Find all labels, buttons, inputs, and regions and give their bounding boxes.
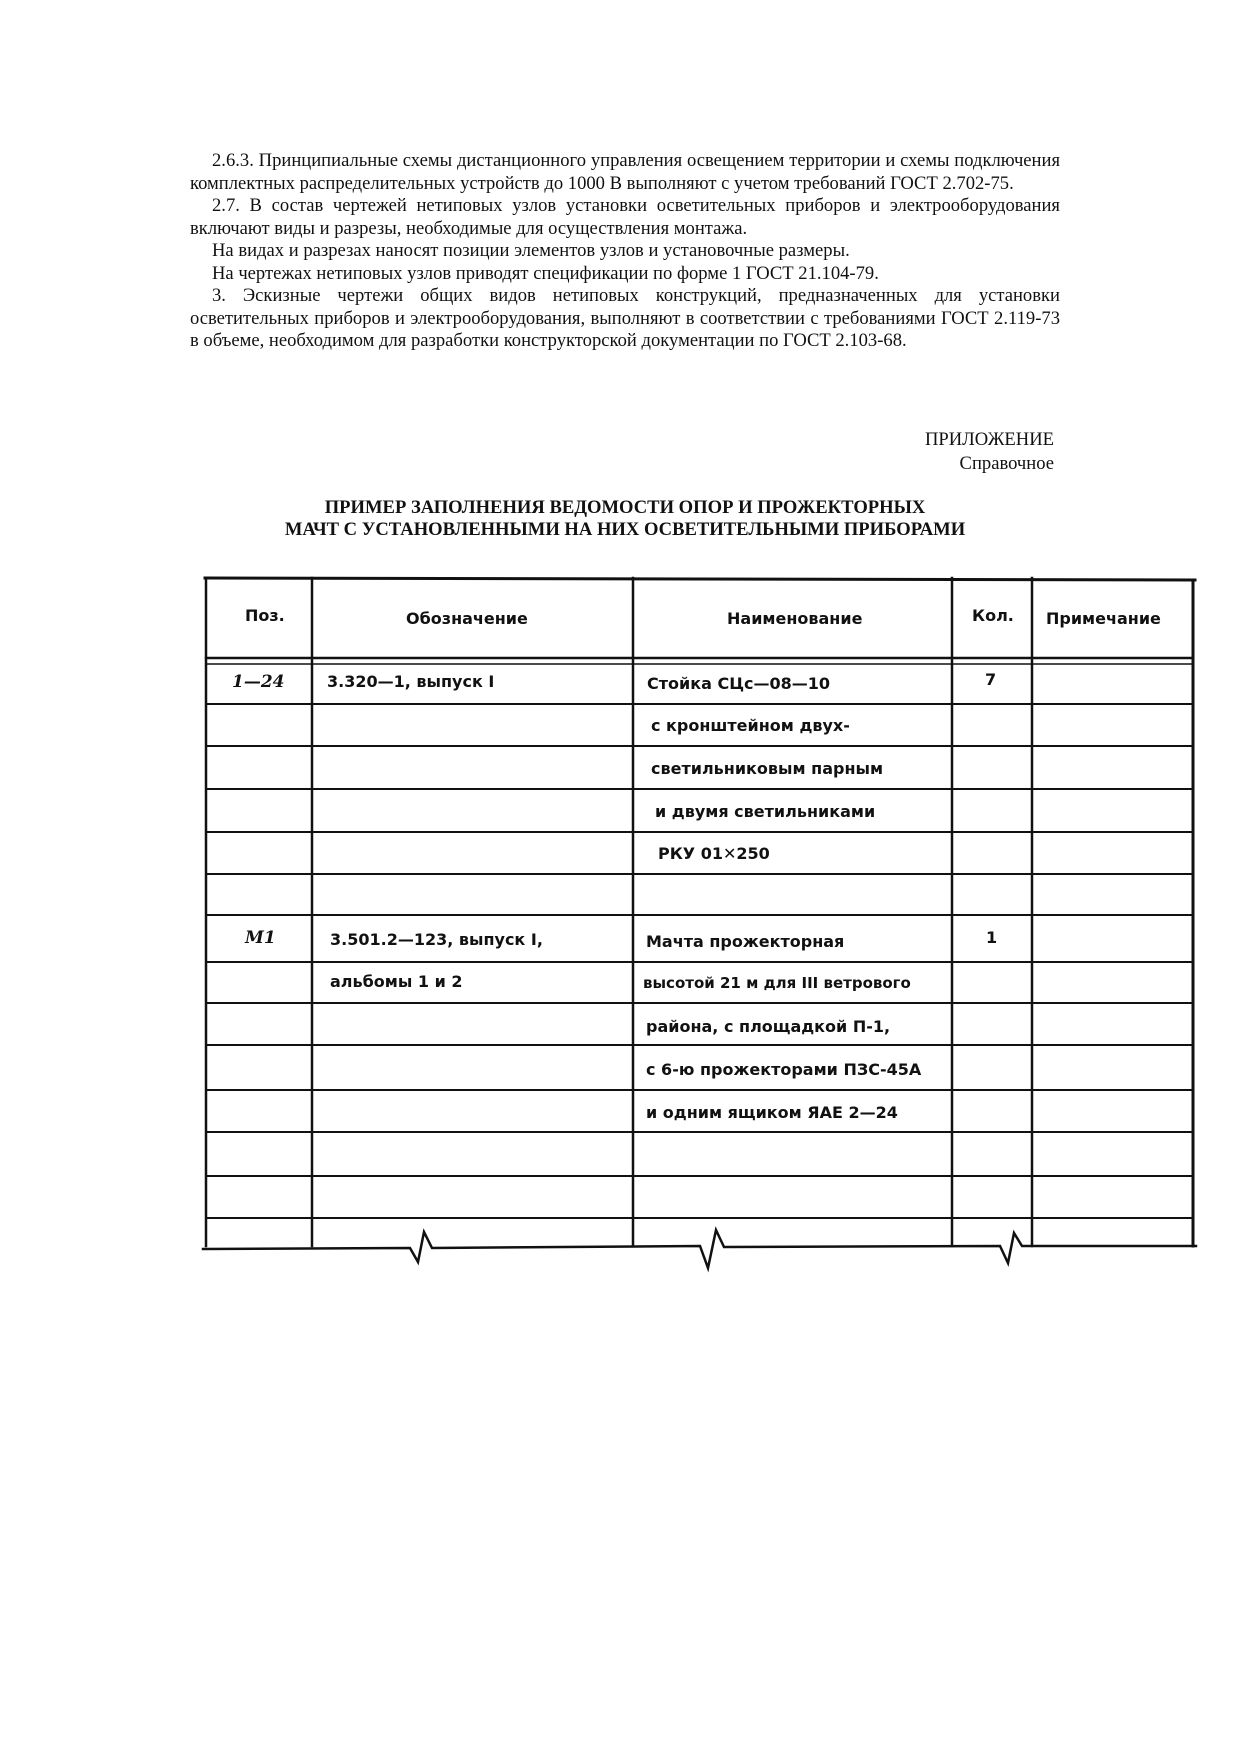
row-1-name: Стойка СЦс—08—10 [647, 674, 831, 693]
paragraph-views: На видах и разрезах наносят позиции элементов узлов и установочные размеры. [212, 240, 850, 261]
row-7-designation: 3.501.2—123, выпуск I, [330, 930, 543, 949]
row-1-designation: 3.320—1, выпуск I [327, 672, 495, 691]
header-pos: Поз. [245, 606, 285, 625]
paragraph-specs: На чертежах нетиповых узлов приводят спецификации по форме 1 ГОСТ 21.104-79. [212, 262, 879, 284]
title-line-1: ПРИМЕР ЗАПОЛНЕНИЯ ВЕДОМОСТИ ОПОР И ПРОЖЕКТОРНЫХ [324, 497, 926, 518]
header-designation: Обозначение [406, 609, 528, 628]
row-4-name: и двумя светильниками [655, 802, 876, 821]
document-title [190, 497, 1060, 541]
paragraph-2-6-3: 2.6.3. Принципиальные схемы дистанционного управления освещением территории и схемы подключения комплектных распределительных устройств до 1000 В выполняют с учетом требований ГОСТ 2.702-75. [190, 150, 1060, 194]
row-3-name: светильниковым парным [651, 759, 884, 778]
row-1-pos: 1—24 [232, 672, 285, 692]
row-1-qty: 7 [985, 670, 997, 689]
row-11-name: и одним ящиком ЯАЕ 2—24 [646, 1103, 898, 1122]
header-note: Примечание [1046, 609, 1161, 628]
row-2-name: с кронштейном двух- [651, 716, 850, 735]
row-5-name: РКУ 01✕250 [658, 844, 770, 863]
row-8-name: высотой 21 м для III ветрового [643, 974, 911, 992]
appendix-label-block [925, 428, 1054, 476]
title-line-2: МАЧТ С УСТАНОВЛЕННЫМИ НА НИХ ОСВЕТИТЕЛЬНЫМИ ПРИБОРАМИ [284, 519, 966, 540]
row-10-name: с 6-ю прожекторами ПЗС-45А [646, 1060, 922, 1079]
body-text [190, 150, 1060, 353]
row-9-name: района, с площадкой П-1, [646, 1017, 891, 1036]
appendix-label: ПРИЛОЖЕНИЕ [924, 429, 1054, 450]
header-qty: Кол. [972, 606, 1014, 625]
header-name: Наименование [727, 609, 863, 628]
row-7-pos: М1 [245, 928, 276, 948]
paragraph-3: 3. Эскизные чертежи общих видов нетиповых конструкций, предназначенных для установки осветительных приборов и электрооборудования, выполняют в соответствии с требованиями ГОСТ 2.119-73 в объеме, необходимом для разработки конструкторской документации по ГОСТ 2.103-68. [190, 285, 1060, 351]
paragraph-2-7: 2.7. В состав чертежей нетиповых узлов установки осветительных приборов и электрооборудования включают виды и разрезы, необходимые для осуществления монтажа. [190, 195, 1060, 239]
row-7-name: Мачта прожекторная [646, 932, 845, 951]
row-8-designation: альбомы 1 и 2 [330, 972, 463, 991]
row-7-qty: 1 [986, 928, 998, 947]
appendix-type: Справочное [959, 453, 1054, 474]
